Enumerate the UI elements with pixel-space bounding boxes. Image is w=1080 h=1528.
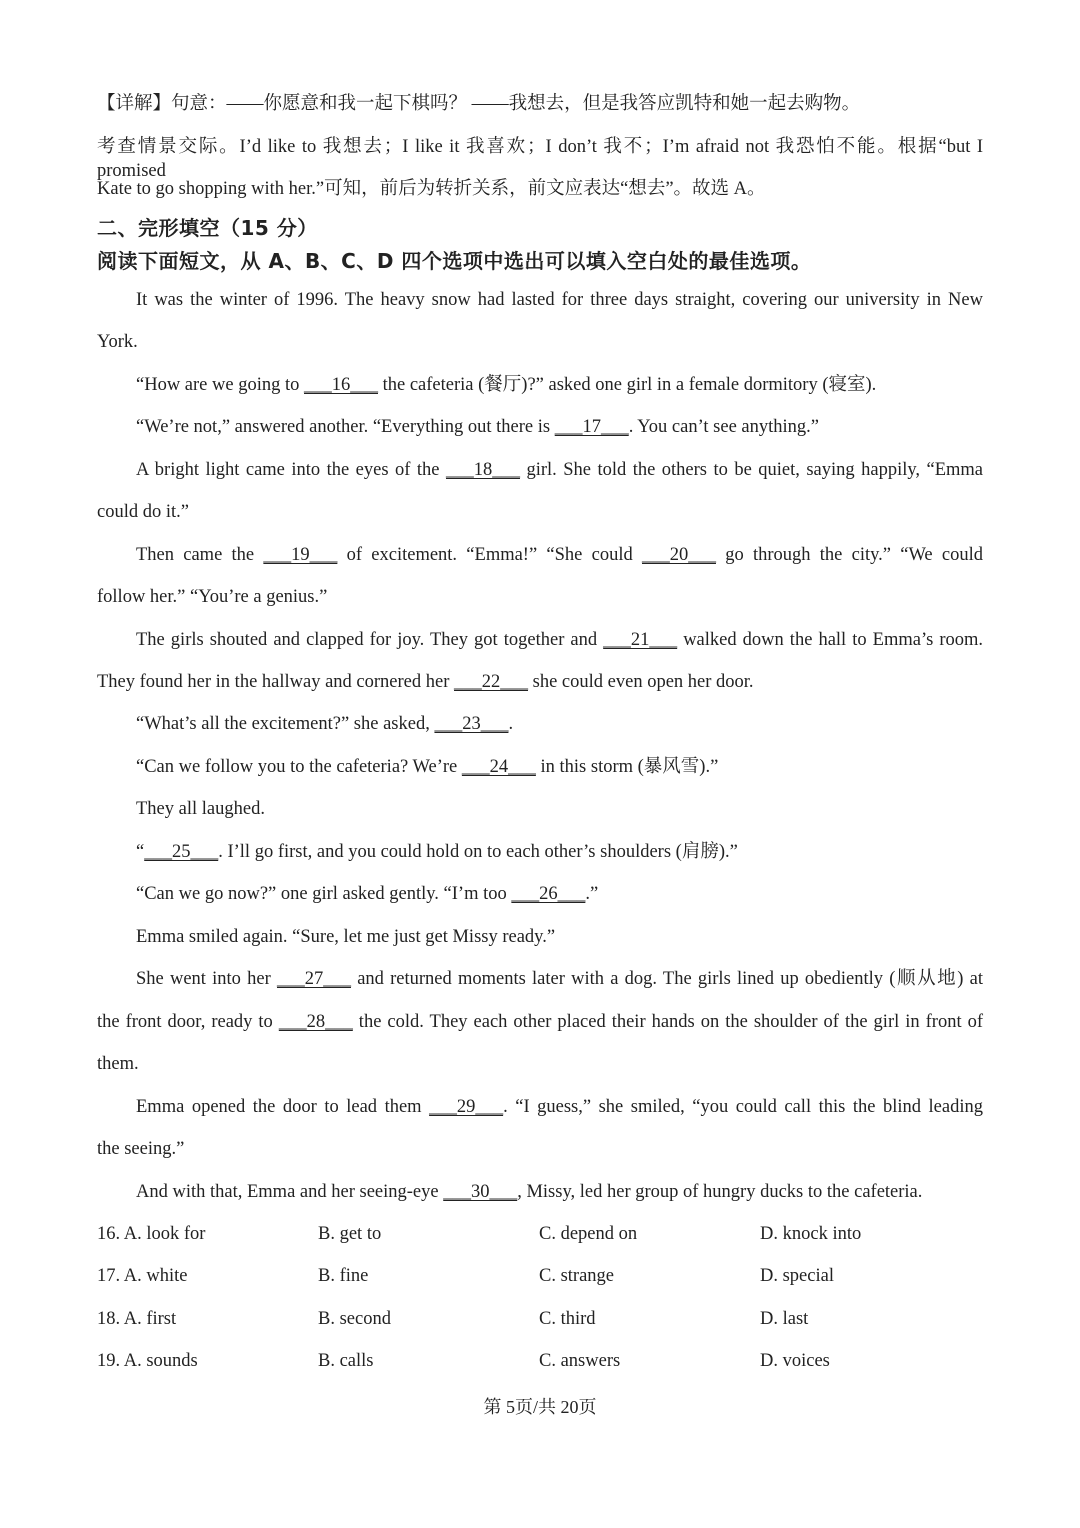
- option-17-d: D. special: [760, 1266, 834, 1286]
- passage-p5-line2: follow her.” “You’re a genius.”: [97, 587, 328, 607]
- passage-p9: They all laughed.: [136, 799, 265, 819]
- passage-p3: [136, 415, 983, 439]
- text: . I’ll go first, and you could hold on to each other’s shoulders (肩膀).”: [218, 842, 738, 862]
- blank-24: ___24___: [461, 757, 536, 777]
- text: of excitement. “Emma!” “She could: [337, 545, 642, 565]
- option-19-c: C. answers: [539, 1351, 621, 1371]
- text: the cafeteria (餐厅)?” asked one girl in a female dormitory (寝室).: [378, 375, 877, 395]
- passage-p15: [136, 1180, 983, 1204]
- explanation-line-2: 考查情景交际。I’d like to 我想去；I like it 我喜欢；I don’t 我不；I’m afraid not 我恐怕不能。根据“but I promised: [97, 137, 983, 181]
- passage-p11: [136, 882, 983, 906]
- passage-p14-line2: the seeing.”: [97, 1139, 185, 1159]
- explanation-line-1: 【详解】句意：——你愿意和我一起下棋吗？ ——我想去，但是我答应凯特和她一起去购物。: [97, 94, 861, 114]
- text: They found her in the hallway and cornered her: [97, 672, 455, 692]
- text: and returned moments later with a dog. The girls lined up obediently (顺从地) at: [350, 969, 983, 989]
- option-18-b: B. second: [318, 1309, 391, 1329]
- passage-p10: [136, 840, 983, 864]
- text: A bright light came into the eyes of the: [136, 460, 446, 480]
- text: The girls shouted and clapped for joy. They got together and: [136, 630, 604, 650]
- passage-p8: [136, 755, 983, 779]
- blank-21: ___21___: [603, 630, 678, 650]
- text: And with that, Emma and her seeing-eye: [136, 1182, 444, 1202]
- text: .”: [585, 884, 599, 904]
- text: “Can we follow you to the cafeteria? We’re: [136, 757, 462, 777]
- text: , Missy, led her group of hungry ducks to the cafeteria.: [517, 1182, 923, 1202]
- text: in this storm (暴风雪).”: [535, 757, 719, 777]
- blank-19: ___19___: [263, 545, 338, 565]
- passage-p6-line1: [136, 628, 983, 652]
- option-17-c: C. strange: [539, 1266, 615, 1286]
- passage-p13-line1: [136, 967, 983, 991]
- option-19-b: B. calls: [318, 1351, 374, 1371]
- blank-29: ___29___: [429, 1097, 504, 1117]
- blank-23: ___23___: [434, 714, 509, 734]
- option-16-d: D. knock into: [760, 1224, 862, 1244]
- explanation-line-3: Kate to go shopping with her.”可知，前后为转折关系，前文应表达“想去”。故选 A。: [97, 179, 766, 199]
- blank-22: ___22___: [454, 672, 529, 692]
- option-17-b: B. fine: [318, 1266, 369, 1286]
- passage-p1-line2: York.: [97, 332, 138, 352]
- option-19-d: D. voices: [760, 1351, 830, 1371]
- passage-p12: Emma smiled again. “Sure, let me just get Missy ready.”: [136, 927, 556, 947]
- text: walked down the hall to Emma’s room.: [677, 630, 984, 650]
- blank-26: ___26___: [511, 884, 586, 904]
- text: She went into her: [136, 969, 277, 989]
- blank-27: ___27___: [276, 969, 351, 989]
- page-number: 第 5页/共 20页: [483, 1397, 597, 1417]
- text: the cold. They each other placed their hands on the shoulder of the girl in front of: [352, 1012, 983, 1032]
- passage-p4-line2: could do it.”: [97, 502, 189, 522]
- passage-p13-line3: them.: [97, 1054, 139, 1074]
- text: go through the city.” “We could: [715, 545, 983, 565]
- blank-17: ___17___: [554, 417, 629, 437]
- blank-30: ___30___: [443, 1182, 518, 1202]
- blank-25: ___25___: [144, 842, 219, 862]
- option-17-a: 17. A. white: [97, 1266, 188, 1286]
- passage-p14-line1: [136, 1095, 983, 1119]
- option-16-c: C. depend on: [539, 1224, 638, 1244]
- option-18-a: 18. A. first: [97, 1309, 177, 1329]
- text: Then came the: [136, 545, 264, 565]
- section-title: 二、完形填空（15 分）: [97, 216, 318, 240]
- text: the front door, ready to: [97, 1012, 279, 1032]
- blank-28: ___28___: [278, 1012, 353, 1032]
- passage-p7: [136, 712, 983, 736]
- text: . “I guess,” she smiled, “you could call this the blind leading: [503, 1097, 983, 1117]
- passage-p4-line1: [136, 458, 983, 482]
- passage-p13-line2: [97, 1010, 983, 1034]
- passage-p2: [136, 373, 983, 397]
- blank-18: ___18___: [445, 460, 520, 480]
- text: “We’re not,” answered another. “Everything out there is: [136, 417, 555, 437]
- passage-p5-line1: [136, 543, 983, 567]
- text: “: [136, 842, 145, 862]
- text: “Can we go now?” one girl asked gently. “I’m too: [136, 884, 512, 904]
- section-instruction: 阅读下面短文，从 A、B、C、D 四个选项中选出可以填入空白处的最佳选项。: [97, 249, 812, 273]
- blank-20: ___20___: [641, 545, 716, 565]
- text: she could even open her door.: [528, 672, 754, 692]
- passage-p6-line2: [97, 670, 983, 694]
- text: girl. She told the others to be quiet, saying happily, “Emma: [519, 460, 984, 480]
- passage-p1-line1: It was the winter of 1996. The heavy snow had lasted for three days straight, covering our university in New: [136, 290, 983, 310]
- blank-16: ___16___: [304, 375, 378, 395]
- text: “How are we going to: [136, 375, 304, 395]
- text: “What’s all the excitement?” she asked,: [136, 714, 435, 734]
- text: .: [508, 714, 514, 734]
- option-19-a: 19. A. sounds: [97, 1351, 198, 1371]
- option-16-a: 16. A. look for: [97, 1224, 206, 1244]
- option-16-b: B. get to: [318, 1224, 382, 1244]
- text: Emma opened the door to lead them: [136, 1097, 430, 1117]
- option-18-d: D. last: [760, 1309, 809, 1329]
- option-18-c: C. third: [539, 1309, 596, 1329]
- text: . You can’t see anything.”: [628, 417, 820, 437]
